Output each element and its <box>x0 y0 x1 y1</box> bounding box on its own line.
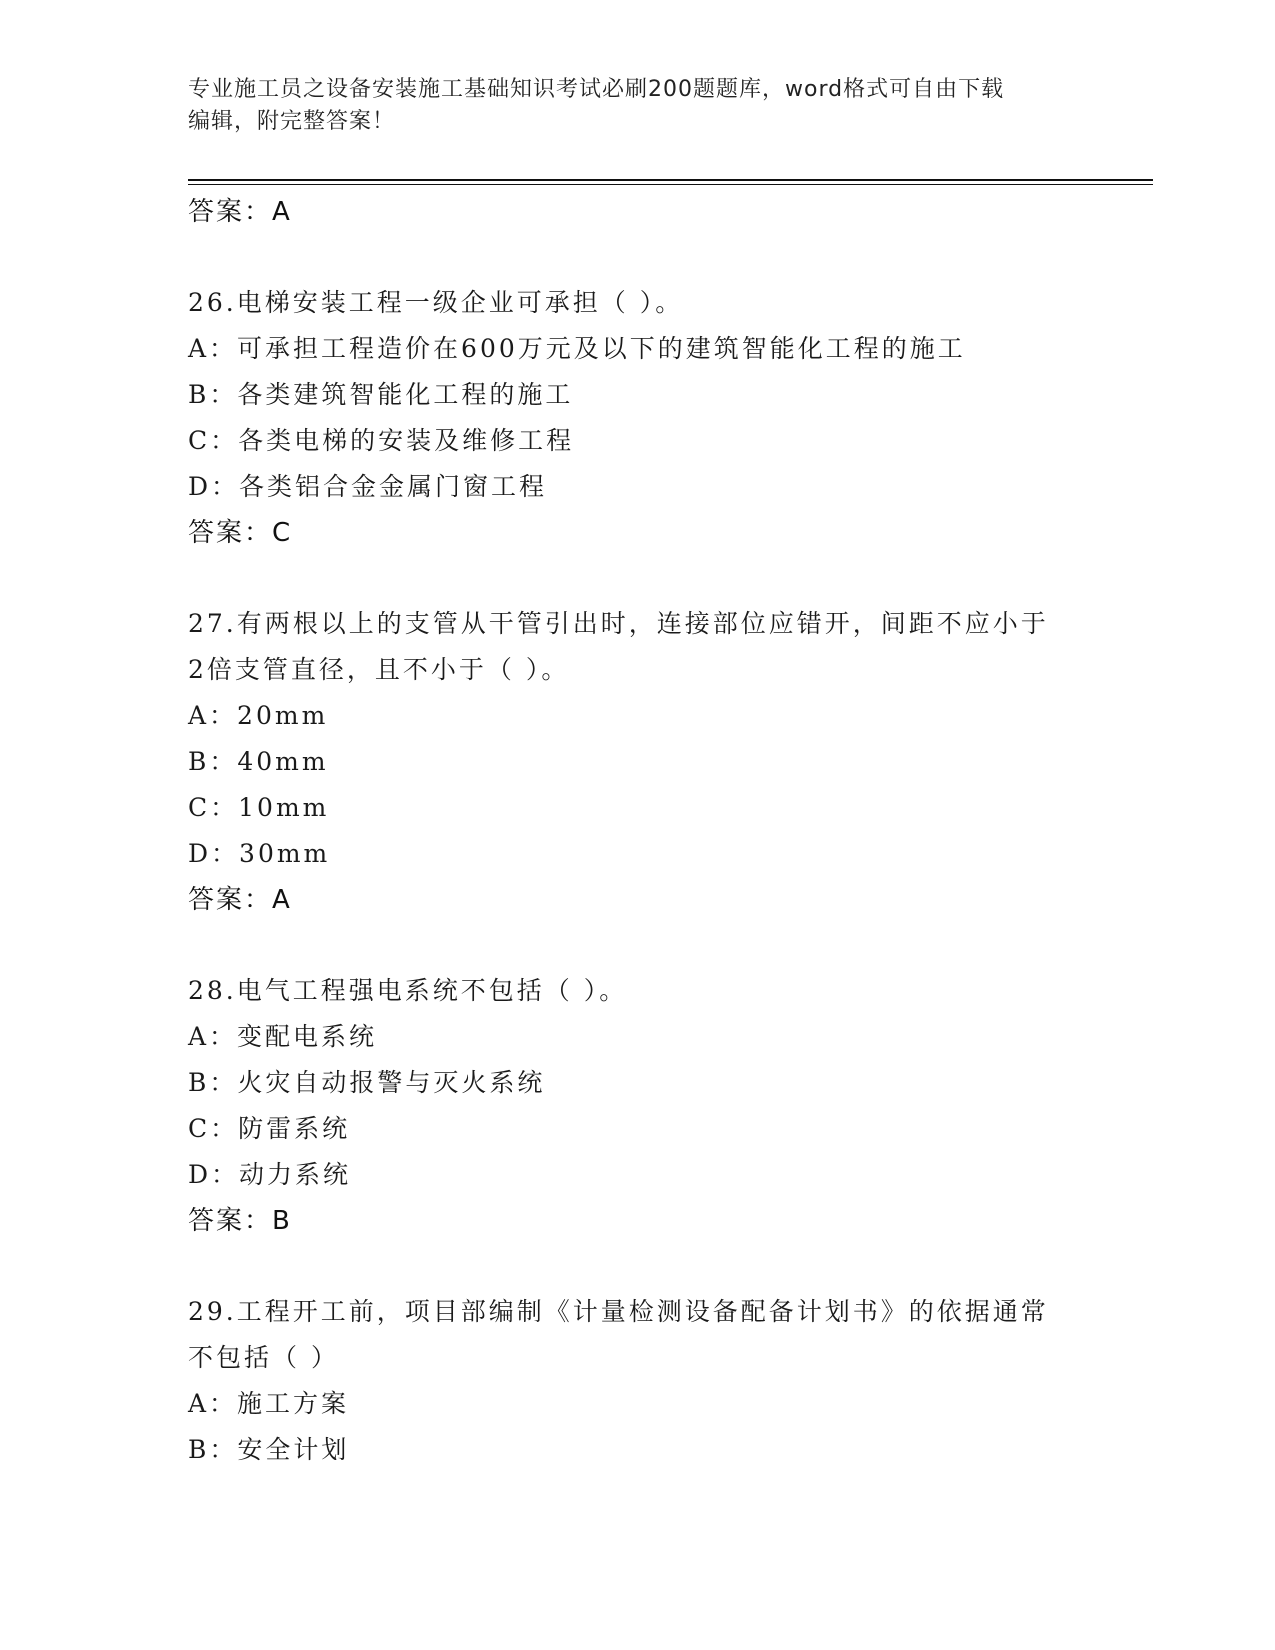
option-c: C：10mm <box>188 793 330 822</box>
question-stem: 28.电气工程强电系统不包括（ ）。 <box>188 976 628 1005</box>
option-b: B：40mm <box>188 747 329 776</box>
question-stem-continued: 不包括（ ） <box>188 1343 339 1372</box>
answer-line: 答案：C <box>188 518 293 548</box>
option-a: A：施工方案 <box>188 1389 350 1418</box>
question-28 <box>188 968 1088 1244</box>
option-b: B：火灾自动报警与灭火系统 <box>188 1068 546 1097</box>
question-stem: 27.有两根以上的支管从干管引出时，连接部位应错开，间距不应小于 <box>188 609 1049 638</box>
question-27 <box>188 601 1088 923</box>
answer-line: 答案：B <box>188 1206 292 1236</box>
option-c: C：防雷系统 <box>188 1114 351 1143</box>
option-a: A：可承担工程造价在600万元及以下的建筑智能化工程的施工 <box>188 334 966 363</box>
header-line-2: 编辑，附完整答案！ <box>188 109 396 134</box>
option-a: A：变配电系统 <box>188 1022 378 1051</box>
question-stem: 29.工程开工前，项目部编制《计量检测设备配备计划书》的依据通常 <box>188 1297 1049 1326</box>
answer-line: 答案：A <box>188 885 292 915</box>
question-stem: 26.电梯安装工程一级企业可承担（ ）。 <box>188 288 684 317</box>
answer-line: 答案：A <box>188 197 292 227</box>
header-rule-thick <box>188 179 1153 181</box>
question-26 <box>188 280 1088 556</box>
question-29 <box>188 1289 1088 1473</box>
option-a: A：20mm <box>188 701 329 730</box>
document-header <box>188 74 1088 138</box>
question-stem-continued: 2倍支管直径，且不小于（ ）。 <box>188 655 570 684</box>
option-b: B：安全计划 <box>188 1435 350 1464</box>
header-line-1: 专业施工员之设备安装施工基础知识考试必刷200题题库，word格式可自由下载 <box>188 77 1005 102</box>
option-d: D：动力系统 <box>188 1160 352 1189</box>
option-c: C：各类电梯的安装及维修工程 <box>188 426 575 455</box>
option-d: D：30mm <box>188 839 331 868</box>
header-rule-thin <box>188 184 1153 185</box>
option-d: D：各类铝合金金属门窗工程 <box>188 472 548 501</box>
option-b: B：各类建筑智能化工程的施工 <box>188 380 574 409</box>
question-list <box>188 189 1088 1473</box>
